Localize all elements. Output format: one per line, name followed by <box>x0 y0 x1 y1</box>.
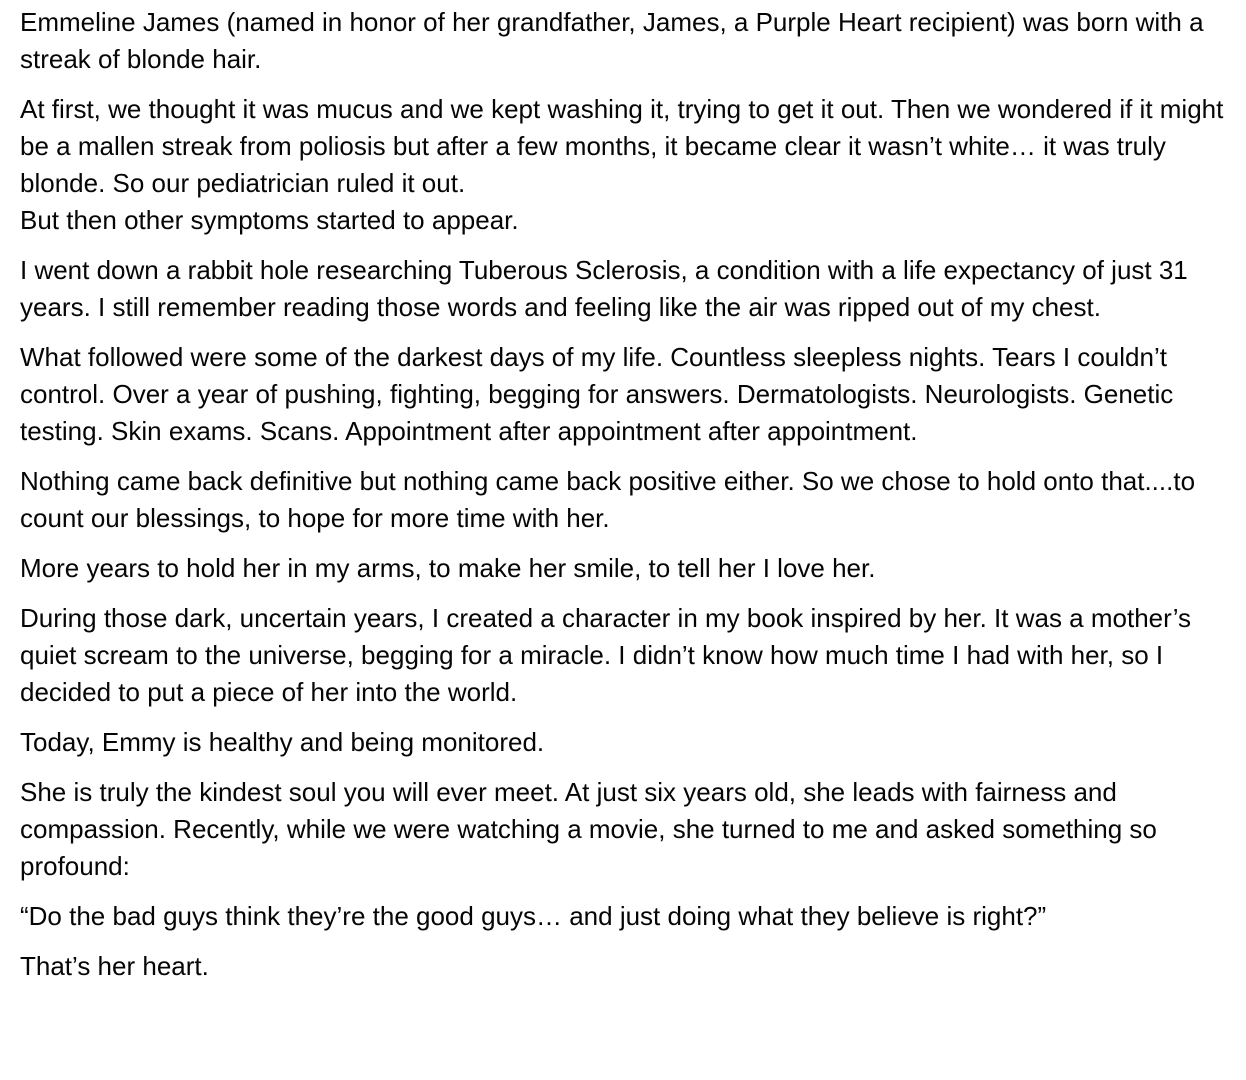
post-paragraph <box>20 724 1230 761</box>
paragraph-line: During those dark, uncertain years, I created a character in my book inspired by her. It was a mother’s quiet scream to the universe, begging for a miracle. I didn’t know how much time I had with her, so I decided to put a piece of her into the world. <box>20 603 1192 707</box>
paragraph-line: Emmeline James (named in honor of her grandfather, James, a Purple Heart recipient) was born with a streak of blonde hair. <box>20 7 1204 74</box>
paragraph-line: What followed were some of the darkest days of my life. Countless sleepless nights. Tears I couldn’t control. Over a year of pushing, fighting, begging for answers. Dermatologists. Neurologists. Genetic testing. Skin exams. Scans. Appointment after appointment after appointment. <box>20 342 1174 446</box>
paragraph-line: That’s her heart. <box>20 951 209 981</box>
post-paragraph <box>20 948 1230 985</box>
post-paragraph <box>20 4 1230 78</box>
post-paragraph <box>20 600 1230 711</box>
post-paragraph <box>20 774 1230 885</box>
paragraph-line: “Do the bad guys think they’re the good guys… and just doing what they believe is right?” <box>20 901 1047 931</box>
paragraph-line: I went down a rabbit hole researching Tuberous Sclerosis, a condition with a life expectancy of just 31 years. I still remember reading those words and feeling like the air was ripped out of my chest. <box>20 255 1188 322</box>
paragraph-line: She is truly the kindest soul you will ever meet. At just six years old, she leads with fairness and compassion. Recently, while we were watching a movie, she turned to me and asked something so profound: <box>20 777 1157 881</box>
paragraph-line: Today, Emmy is healthy and being monitored. <box>20 727 545 757</box>
post-paragraph-quote <box>20 898 1230 935</box>
post-paragraph <box>20 252 1230 326</box>
post-paragraph <box>20 550 1230 587</box>
paragraph-line: But then other symptoms started to appear. <box>20 205 519 235</box>
paragraph-line: At first, we thought it was mucus and we kept washing it, trying to get it out. Then we wondered if it might be a mallen streak from poliosis but after a few months, it became clear it wasn’t white… it was truly blonde. So our pediatrician ruled it out. <box>20 94 1224 198</box>
post-paragraph <box>20 463 1230 537</box>
post-body <box>20 4 1230 998</box>
post-paragraph <box>20 339 1230 450</box>
post-paragraph <box>20 91 1230 239</box>
paragraph-line: More years to hold her in my arms, to make her smile, to tell her I love her. <box>20 553 876 583</box>
paragraph-line: Nothing came back definitive but nothing came back positive either. So we chose to hold onto that....to count our blessings, to hope for more time with her. <box>20 466 1196 533</box>
